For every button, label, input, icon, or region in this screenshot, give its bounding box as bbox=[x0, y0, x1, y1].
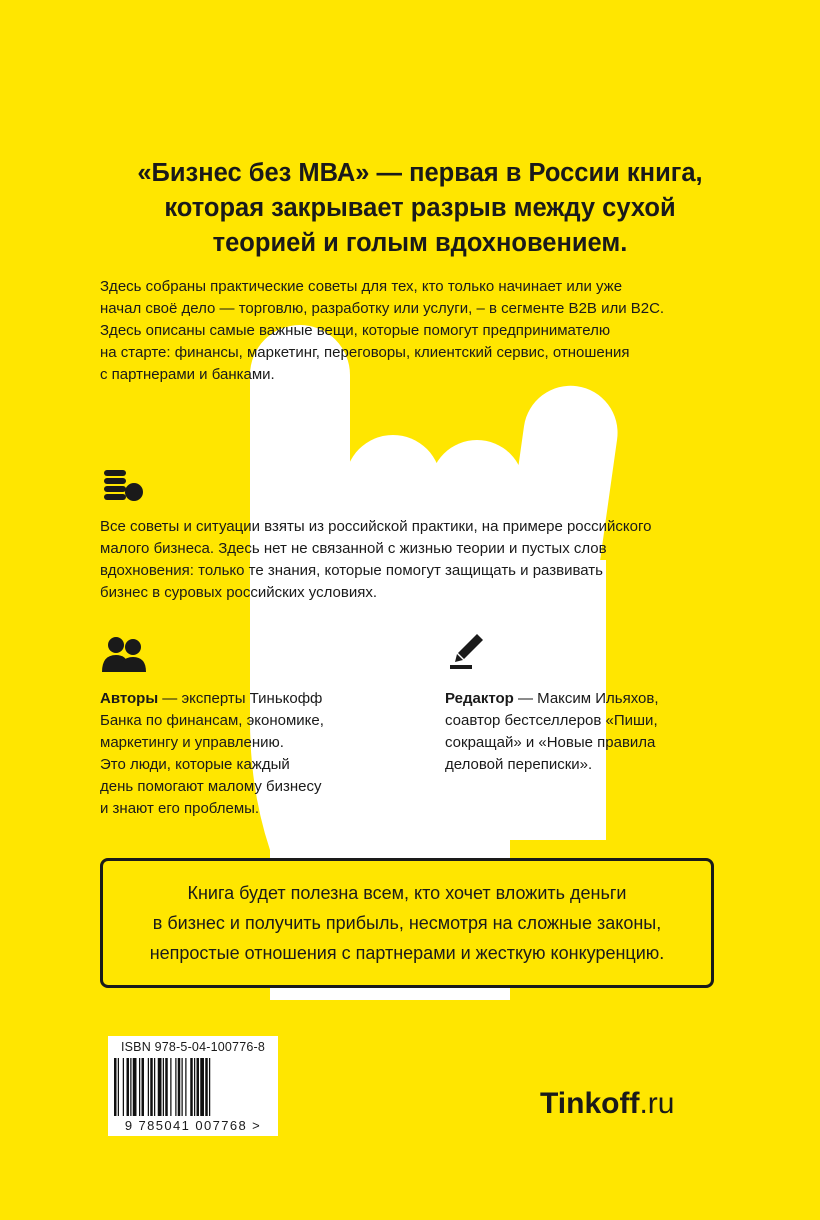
brand-suffix: .ru bbox=[639, 1087, 675, 1120]
pen-icon bbox=[450, 634, 486, 670]
authors-line: и знают его проблемы. bbox=[100, 800, 260, 817]
headline-line: теорией и голым вдохновением. bbox=[212, 229, 628, 257]
callout-line: непростые отношения с партнерами и жесткую конкуренцию. bbox=[149, 943, 665, 963]
intro-line: начал своё дело — торговлю, разработку или услуги, – в сегменте B2B или B2C. bbox=[100, 300, 665, 317]
barcode-bars bbox=[114, 1058, 272, 1118]
authors-line: Банка по финансам, экономике, bbox=[100, 712, 324, 729]
intro-line: с партнерами и банками. bbox=[100, 366, 275, 383]
coins-icon bbox=[104, 470, 146, 504]
brand-logo bbox=[540, 1086, 674, 1122]
editor-first-line bbox=[445, 688, 745, 710]
practice-line: малого бизнеса. Здесь нет не связанной с жизнью теории и пустых слов bbox=[100, 540, 607, 557]
isbn-barcode bbox=[108, 1036, 278, 1136]
practice-line: бизнес в суровых российских условиях. bbox=[100, 584, 377, 601]
authors-first-line-text: — эксперты Тинькофф bbox=[158, 690, 323, 707]
isbn-number: ISBN 978-5-04-100776-8 bbox=[120, 1040, 266, 1054]
editor-label: Редактор bbox=[445, 690, 514, 707]
authors-line: маркетингу и управлению. bbox=[100, 734, 284, 751]
callout-line: в бизнес и получить прибыль, несмотря на сложные законы, bbox=[152, 913, 662, 933]
editor-line: соавтор бестселлеров «Пиши, bbox=[445, 712, 658, 729]
authors-line: Это люди, которые каждый bbox=[100, 756, 290, 773]
people-icon bbox=[102, 636, 146, 672]
barcode-digits: 9 785041 007768 > bbox=[124, 1118, 262, 1133]
intro-paragraph bbox=[100, 276, 740, 386]
authors-first-line bbox=[100, 688, 400, 710]
authors-paragraph bbox=[100, 688, 400, 820]
intro-line: на старте: финансы, маркетинг, переговоры, клиентский сервис, отношения bbox=[100, 344, 630, 361]
callout-text bbox=[150, 878, 665, 968]
practice-paragraph bbox=[100, 516, 740, 604]
headline bbox=[100, 156, 740, 261]
editor-first-line-text: — Максим Ильяхов, bbox=[513, 690, 659, 707]
practice-line: Все советы и ситуации взяты из российской практики, на примере российского bbox=[100, 518, 652, 535]
editor-paragraph bbox=[445, 688, 745, 776]
callout-line: Книга будет полезна всем, кто хочет вложить деньги bbox=[187, 883, 627, 903]
authors-line: день помогают малому бизнесу bbox=[100, 778, 322, 795]
headline-line: «Бизнес без МВА» — первая в России книга, bbox=[137, 159, 703, 187]
practice-line: вдохновения: только те знания, которые помогут защищать и развивать bbox=[100, 562, 603, 579]
headline-line: которая закрывает разрыв между сухой bbox=[164, 194, 676, 222]
intro-line: Здесь собраны практические советы для тех, кто только начинает или уже bbox=[100, 278, 623, 295]
intro-line: Здесь описаны самые важные вещи, которые помогут предпринимателю bbox=[100, 322, 611, 339]
authors-label: Авторы bbox=[100, 690, 159, 707]
callout-box bbox=[100, 858, 714, 988]
editor-line: сокращай» и «Новые правила bbox=[445, 734, 656, 751]
editor-line: деловой переписки». bbox=[445, 756, 593, 773]
brand-name: Tinkoff bbox=[540, 1087, 640, 1120]
